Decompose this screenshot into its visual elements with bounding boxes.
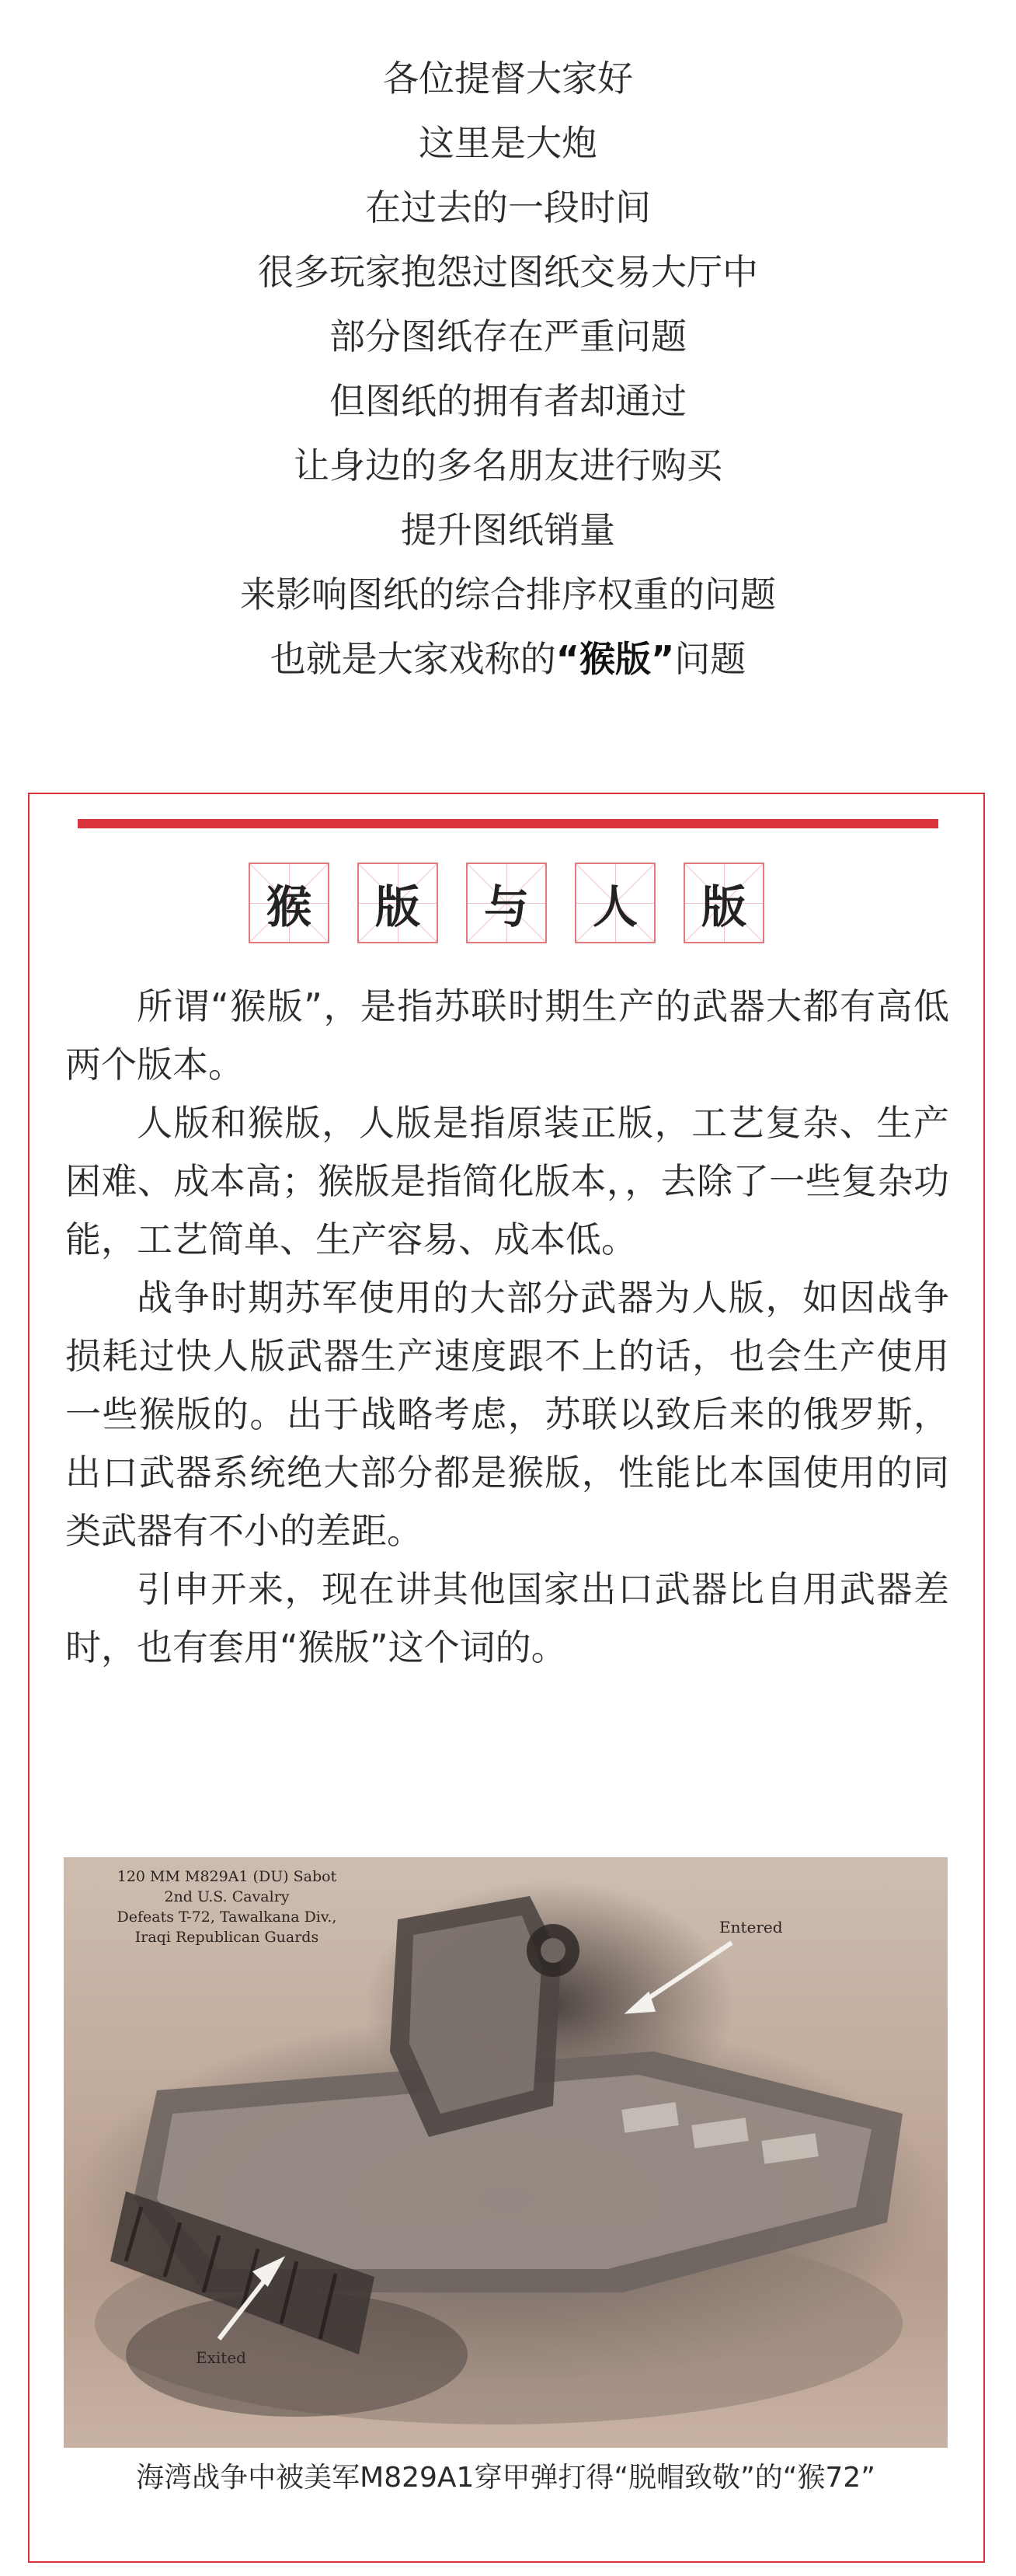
intro-line: 在过去的一段时间 bbox=[365, 186, 651, 228]
photo-caption-line: 120 MM M829A1 (DU) Sabot bbox=[117, 1868, 337, 1885]
intro-line: 部分图纸存在严重问题 bbox=[329, 315, 687, 357]
title-char: 猴 bbox=[266, 880, 311, 933]
intro-last-line-before: 也就是大家戏称的 bbox=[270, 638, 556, 680]
title-char: 与 bbox=[483, 880, 529, 933]
photo-caption-line: Iraqi Republican Guards bbox=[134, 1929, 319, 1946]
intro-text-block bbox=[0, 47, 1016, 692]
section-body bbox=[65, 978, 949, 1677]
title-char-box bbox=[357, 863, 438, 943]
section-title bbox=[30, 863, 983, 950]
intro-line: 但图纸的拥有者却通过 bbox=[329, 380, 687, 422]
title-char: 版 bbox=[701, 880, 746, 933]
title-char: 版 bbox=[374, 880, 420, 933]
photo-caption-line: Defeats T-72, Tawalkana Div., bbox=[117, 1908, 337, 1926]
intro-line: 这里是大炮 bbox=[419, 122, 597, 164]
paragraph: 战争时期苏军使用的大部分武器为人版，如因战争损耗过快人版武器生产速度跟不上的话，也会生产使用一些猴版的。出于战略考虑，苏联以致后来的俄罗斯，出口武器系统绝大部分都是猴版，性能比本国使用的同类武器有不小的差距。 bbox=[65, 1277, 949, 1552]
title-char-box bbox=[684, 863, 764, 943]
title-char-box bbox=[466, 863, 547, 943]
title-char-box bbox=[249, 863, 329, 943]
photo-caption: 海湾战争中被美军M829A1穿甲弹打得“脱帽致敬”的“猴72” bbox=[136, 2462, 875, 2494]
tank-photo bbox=[64, 1857, 948, 2448]
photo-label-exited: Exited bbox=[196, 2348, 246, 2367]
intro-last-line bbox=[0, 627, 1016, 692]
card-accent-bar bbox=[78, 819, 938, 828]
paragraph: 所谓“猴版”，是指苏联时期生产的武器大都有高低两个版本。 bbox=[65, 985, 949, 1086]
title-char-box bbox=[575, 863, 656, 943]
title-char: 人 bbox=[592, 880, 638, 933]
paragraph: 人版和猴版，人版是指原装正版，工艺复杂、生产困难、成本高；猴版是指简化版本，，去除了一些复杂功能，工艺简单、生产容易、成本低。 bbox=[65, 1102, 949, 1260]
intro-line: 各位提督大家好 bbox=[383, 58, 633, 99]
paragraph: 引申开来，现在讲其他国家出口武器比自用武器差时，也有套用“猴版”这个词的。 bbox=[65, 1568, 949, 1668]
photo-overlay-caption bbox=[79, 1867, 374, 1947]
intro-line: 很多玩家抱怨过图纸交易大厅中 bbox=[258, 251, 758, 293]
photo-label-entered: Entered bbox=[719, 1918, 783, 1936]
intro-line: 提升图纸销量 bbox=[401, 509, 615, 551]
intro-last-line-bold: “猴版” bbox=[555, 638, 675, 680]
intro-last-line-after: 问题 bbox=[674, 638, 746, 680]
intro-line: 让身边的多名朋友进行购买 bbox=[294, 444, 722, 486]
intro-line: 来影响图纸的综合排序权重的问题 bbox=[240, 573, 776, 615]
photo-caption-line: 2nd U.S. Cavalry bbox=[164, 1888, 290, 1905]
